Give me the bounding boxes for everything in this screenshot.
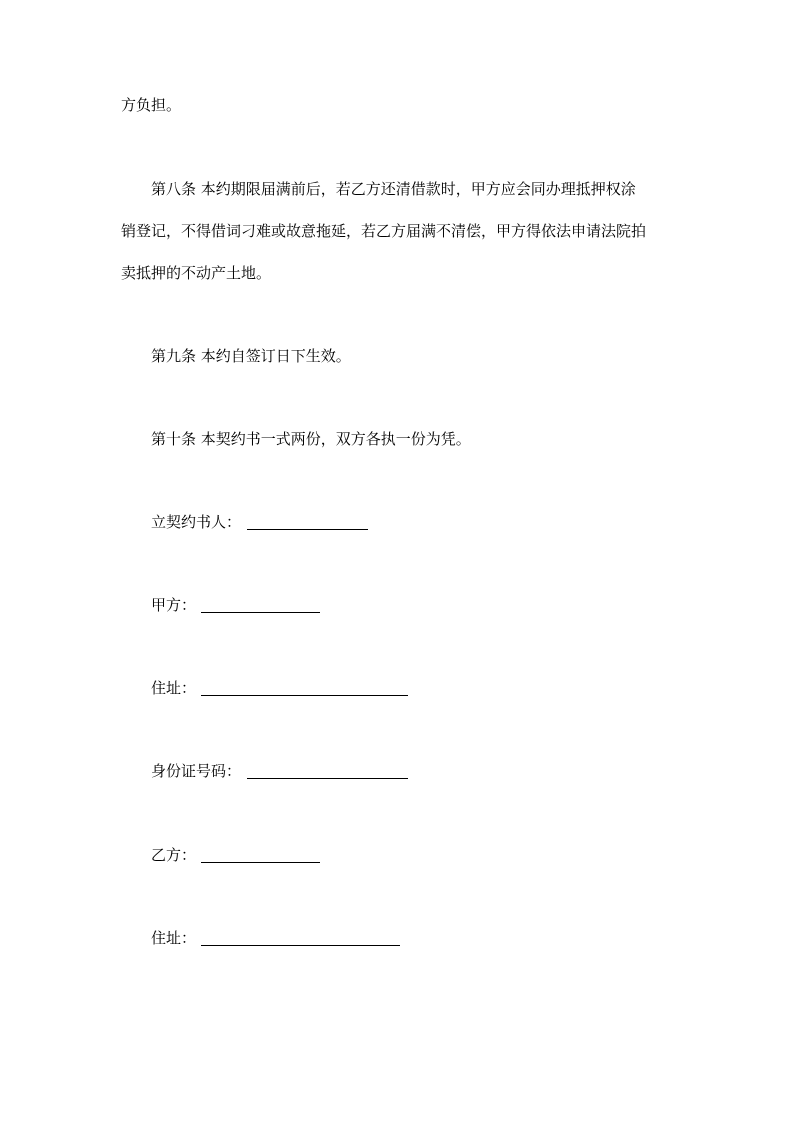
- party-b-address-blank-line: [201, 945, 400, 946]
- party-a-blank-line: [201, 612, 320, 613]
- party-a-label: 甲方：: [151, 596, 197, 614]
- contractor-label: 立契约书人：: [151, 513, 242, 531]
- party-a-address-label: 住址：: [151, 679, 197, 697]
- article-8-line-3: 卖抵押的不动产土地。: [121, 264, 272, 282]
- party-b-label: 乙方：: [151, 846, 197, 864]
- party-a-address-blank-line: [201, 695, 408, 696]
- article-9: 第九条 本约自签订日下生效。: [151, 347, 351, 365]
- article-10: 第十条 本契约书一式两份，双方各执一份为凭。: [151, 430, 471, 448]
- article-8-line-2: 销登记，不得借词刁难或故意拖延，若乙方届满不清偿，甲方得依法申请法院拍: [121, 222, 647, 240]
- party-b-blank-line: [201, 862, 320, 863]
- article-8-line-1: 第八条 本约期限届满前后，若乙方还清借款时，甲方应会同办理抵押权涂: [151, 180, 636, 198]
- id-number-blank-line: [247, 778, 408, 779]
- party-b-address-label: 住址：: [151, 929, 197, 947]
- id-number-label: 身份证号码：: [151, 762, 242, 780]
- paragraph-continuation: 方负担。: [121, 96, 182, 114]
- contractor-blank-line: [247, 529, 368, 530]
